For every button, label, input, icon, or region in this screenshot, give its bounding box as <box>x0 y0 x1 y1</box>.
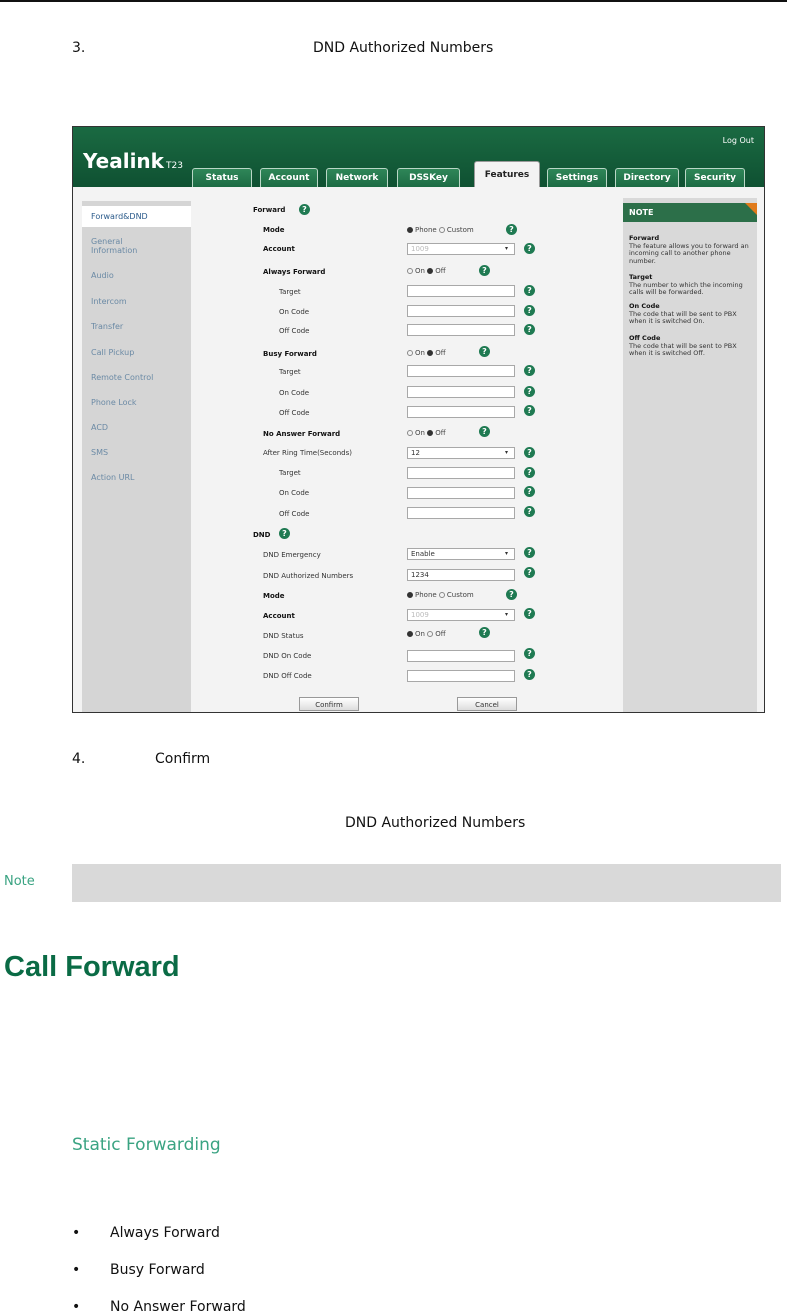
off-radio[interactable] <box>427 430 433 436</box>
phone-label: Phone <box>415 591 437 599</box>
help-icon[interactable]: ? <box>524 547 535 558</box>
help-icon[interactable]: ? <box>524 608 535 619</box>
dnd-emergency-value: Enable <box>411 550 435 558</box>
target-label: Target <box>279 469 301 477</box>
chevron-down-icon: ▾ <box>504 611 508 618</box>
help-icon[interactable]: ? <box>279 528 290 539</box>
step-4-number: 4. <box>72 751 86 767</box>
help-icon[interactable]: ? <box>479 265 490 276</box>
note-target-text: The number to which the incoming calls will be forwarded. <box>629 280 743 296</box>
help-icon[interactable]: ? <box>524 506 535 517</box>
on-code-label: On Code <box>279 389 310 397</box>
note-label: Note <box>4 874 35 889</box>
tab-settings[interactable]: Settings <box>547 168 607 187</box>
no-answer-on-code-input[interactable] <box>407 487 515 499</box>
note-on-code-heading: On Code <box>629 302 660 310</box>
mode-radio-group <box>407 226 474 234</box>
brand-name: Yealink <box>83 149 164 173</box>
note-target <box>629 274 753 297</box>
note-panel <box>623 198 757 713</box>
off-code-label: Off Code <box>279 409 310 417</box>
on-label: On <box>415 349 425 357</box>
sidebar-item-acd[interactable]: ACD <box>91 423 109 432</box>
help-icon[interactable]: ? <box>479 426 490 437</box>
sidebar-item-remote-control[interactable]: Remote Control <box>91 373 154 382</box>
after-ring-select[interactable] <box>407 447 515 459</box>
header-bar <box>73 127 764 187</box>
target-label: Target <box>279 288 301 296</box>
logout-link[interactable]: Log Out <box>722 136 754 145</box>
on-radio[interactable] <box>407 631 413 637</box>
phone-radio[interactable] <box>407 592 413 598</box>
dnd-heading: DND <box>253 531 271 539</box>
on-radio[interactable] <box>407 268 413 274</box>
list-item: • Busy Forward <box>72 1262 205 1278</box>
step-3-text: DND Authorized Numbers <box>313 40 494 56</box>
chevron-down-icon: ▾ <box>504 449 508 456</box>
on-radio[interactable] <box>407 430 413 436</box>
always-off-code-input[interactable] <box>407 324 515 336</box>
help-icon[interactable]: ? <box>524 305 535 316</box>
top-rule <box>0 0 787 2</box>
busy-target-input[interactable] <box>407 365 515 377</box>
section-title: Call Forward <box>4 951 180 983</box>
on-code-label: On Code <box>279 489 310 497</box>
busy-off-code-input[interactable] <box>407 406 515 418</box>
sidebar-item-action-url[interactable]: Action URL <box>91 473 135 482</box>
tab-directory[interactable]: Directory <box>615 168 679 187</box>
help-icon[interactable]: ? <box>479 346 490 357</box>
help-icon[interactable]: ? <box>524 386 535 397</box>
cancel-button[interactable]: Cancel <box>457 697 517 711</box>
off-radio[interactable] <box>427 350 433 356</box>
custom-radio[interactable] <box>439 592 445 598</box>
help-icon[interactable]: ? <box>479 627 490 638</box>
dnd-off-code-label: DND Off Code <box>263 672 312 680</box>
dnd-mode-radio-group <box>407 591 474 599</box>
always-target-input[interactable] <box>407 285 515 297</box>
on-label: On <box>415 267 425 275</box>
dnd-on-code-label: DND On Code <box>263 652 312 660</box>
no-answer-target-input[interactable] <box>407 467 515 479</box>
phone-label: Phone <box>415 226 437 234</box>
on-label: On <box>415 630 425 638</box>
dnd-status-radio-group <box>407 630 446 638</box>
account-select[interactable] <box>407 243 515 255</box>
help-icon[interactable]: ? <box>524 648 535 659</box>
help-icon[interactable]: ? <box>524 467 535 478</box>
after-ring-value: 12 <box>411 449 420 457</box>
sidebar-item-call-pickup[interactable]: Call Pickup <box>91 348 135 357</box>
chevron-down-icon: ▾ <box>504 550 508 557</box>
no-answer-radio-group <box>407 429 446 437</box>
off-label: Off <box>435 349 446 357</box>
list-item: • Always Forward <box>72 1225 220 1241</box>
on-label: On <box>415 429 425 437</box>
help-icon[interactable]: ? <box>524 567 535 578</box>
sidebar-item-phone-lock[interactable]: Phone Lock <box>91 398 137 407</box>
no-answer-forward-label: No Answer Forward <box>263 430 341 438</box>
tab-account[interactable]: Account <box>260 168 318 187</box>
tab-dsskey[interactable]: DSSKey <box>397 168 460 187</box>
dnd-authorized-numbers-input[interactable]: 1234 <box>407 569 515 581</box>
note-forward <box>629 235 753 265</box>
tab-features[interactable]: Features <box>474 161 540 187</box>
note-forward-heading: Forward <box>629 234 660 242</box>
after-ring-label: After Ring Time(Seconds) <box>263 449 352 457</box>
sidebar <box>82 201 191 713</box>
sidebar-item-forward-dnd[interactable]: Forward&DND <box>82 206 191 227</box>
help-icon[interactable]: ? <box>299 204 310 215</box>
web-ui-screenshot <box>72 126 765 713</box>
note-forward-text: The feature allows you to forward an incoming call to another phone number. <box>629 241 749 265</box>
tab-security[interactable]: Security <box>685 168 745 187</box>
always-forward-radio-group <box>407 267 446 275</box>
custom-label: Custom <box>446 226 474 234</box>
subsection-title: Static Forwarding <box>72 1135 221 1155</box>
off-radio[interactable] <box>427 268 433 274</box>
dnd-off-code-input[interactable] <box>407 670 515 682</box>
step-4-text: Confirm <box>155 751 211 767</box>
help-icon[interactable]: ? <box>524 243 535 254</box>
tab-status[interactable]: Status <box>192 168 252 187</box>
brand-logo <box>83 149 183 173</box>
tab-network[interactable]: Network <box>326 168 388 187</box>
step-3-number: 3. <box>72 40 86 56</box>
note-off-code-text: The code that will be sent to PBX when it is switched Off. <box>629 341 737 357</box>
list-item-text: Always Forward <box>110 1225 220 1241</box>
dnd-account-select[interactable] <box>407 609 515 621</box>
help-icon[interactable]: ? <box>506 589 517 600</box>
busy-on-code-input[interactable] <box>407 386 515 398</box>
busy-forward-label: Busy Forward <box>263 350 317 358</box>
chevron-down-icon: ▾ <box>504 245 508 252</box>
help-icon[interactable]: ? <box>506 224 517 235</box>
off-radio[interactable] <box>427 631 433 637</box>
always-on-code-input[interactable] <box>407 305 515 317</box>
model-label: T23 <box>165 161 183 171</box>
list-item-text: No Answer Forward <box>110 1299 246 1315</box>
off-label: Off <box>435 630 446 638</box>
forward-heading: Forward <box>253 206 286 214</box>
dnd-emergency-label: DND Emergency <box>263 551 321 559</box>
help-icon[interactable]: ? <box>524 486 535 497</box>
note-on-code <box>629 303 753 326</box>
off-code-label: Off Code <box>279 327 310 335</box>
off-code-label: Off Code <box>279 510 310 518</box>
dnd-emergency-select[interactable] <box>407 548 515 560</box>
account-label: Account <box>263 612 295 620</box>
always-forward-label: Always Forward <box>263 268 326 276</box>
dnd-status-label: DND Status <box>263 632 304 640</box>
help-icon[interactable]: ? <box>524 365 535 376</box>
note-target-heading: Target <box>629 273 653 281</box>
mode-label: Mode <box>263 226 285 234</box>
centered-text: DND Authorized Numbers <box>345 815 526 831</box>
list-item-text: Busy Forward <box>110 1262 205 1278</box>
sidebar-item-general-information[interactable]: General Information <box>91 237 138 255</box>
on-code-label: On Code <box>279 308 310 316</box>
help-icon[interactable]: ? <box>524 669 535 680</box>
busy-forward-radio-group <box>407 349 446 357</box>
no-answer-off-code-input[interactable] <box>407 507 515 519</box>
note-off-code-heading: Off Code <box>629 334 661 342</box>
account-value: 1009 <box>411 245 429 253</box>
dnd-authorized-numbers-label: DND Authorized Numbers <box>263 572 354 580</box>
custom-radio[interactable] <box>439 227 445 233</box>
dnd-on-code-input[interactable] <box>407 650 515 662</box>
list-item: • No Answer Forward <box>72 1299 246 1315</box>
confirm-button[interactable]: Confirm <box>299 697 359 711</box>
custom-label: Custom <box>446 591 474 599</box>
sidebar-item-audio[interactable]: Audio <box>91 271 114 280</box>
mode-label: Mode <box>263 592 285 600</box>
account-label: Account <box>263 245 295 253</box>
on-radio[interactable] <box>407 350 413 356</box>
note-off-code <box>629 335 753 358</box>
sidebar-item-sms[interactable]: SMS <box>91 448 109 457</box>
target-label: Target <box>279 368 301 376</box>
sidebar-item-intercom[interactable]: Intercom <box>91 297 127 306</box>
note-box <box>72 864 781 902</box>
help-icon[interactable]: ? <box>524 405 535 416</box>
note-on-code-text: The code that will be sent to PBX when it is switched On. <box>629 309 737 325</box>
dnd-account-value: 1009 <box>411 611 429 619</box>
note-title: NOTE <box>623 203 757 222</box>
help-icon[interactable]: ? <box>524 324 535 335</box>
off-label: Off <box>435 267 446 275</box>
phone-radio[interactable] <box>407 227 413 233</box>
off-label: Off <box>435 429 446 437</box>
sidebar-item-transfer[interactable]: Transfer <box>91 322 124 331</box>
help-icon[interactable]: ? <box>524 447 535 458</box>
help-icon[interactable]: ? <box>524 285 535 296</box>
